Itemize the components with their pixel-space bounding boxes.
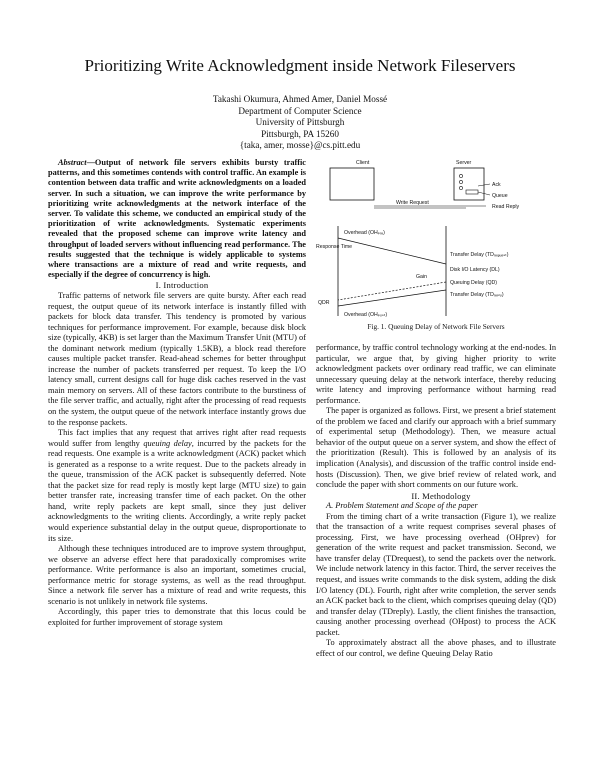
right-column — [316, 343, 556, 659]
author-city: Pittsburgh, PA 15260 — [261, 128, 339, 139]
left-column — [48, 158, 306, 628]
author-univ: University of Pittsburgh — [255, 117, 345, 128]
overhead-pre-label: Overhead (OHₚᵣₑ) — [344, 230, 385, 236]
ack-label: Ack — [492, 182, 501, 188]
subsection-heading: A. Problem Statement and Scope of the paper — [326, 501, 478, 511]
paragraph: Accordingly, this paper tries to demonstrate that this locus could be exploited for further improvement of storage system — [48, 607, 306, 627]
queue-label: Queue — [492, 193, 508, 199]
figure-caption: Fig. 1. Queuing Delay of Network File Servers — [367, 322, 505, 331]
client-label: Client — [356, 160, 370, 166]
abstract-text: —Output of network file servers exhibits bursty traffic patterns, and this sometimes contends with control traffic. An example is contention between data traffic and write acknowledgments on a loaded server. In such a situation, we can improve the write performance by prioritizing write acknowledgments at the network interface of the server. To validate this scheme, we conducted an empirical study of the prioritization of write acknowledgments. Systematic experiments revealed that the proposed scheme can improve write latency and throughput of loaded servers without influencing read performance. The results suggested that the technique is widely applicable to systems where transactions are a mixture of read and write requests, and especially if the degree of concurrency is high. — [48, 158, 306, 280]
read-reply-label: Read Reply — [492, 204, 520, 210]
paper-title: Prioritizing Write Acknowledgment inside Network Fileservers — [84, 56, 516, 75]
write-request-label: Write Request — [396, 200, 429, 206]
author-names: Takashi Okumura, Ahmed Amer, Daniel Mossé — [212, 94, 388, 104]
paragraph: To approximately abstract all the above phases, and to illustrate effect of our control, we define Queuing Delay Ratio — [316, 638, 556, 658]
disk-latency-label: Disk I/O Latency (DL) — [450, 267, 500, 273]
server-box — [454, 168, 484, 200]
reply-arrow — [338, 290, 446, 306]
paragraph: From the timing chart of a write transaction (Figure 1), we realize that the transaction of a write request comprises several phases of processing. First, we have processing overhead (OHprev) for generation of the write request and packet transmission. Second, we have transfer delay (TDrequest), to send the packets over the network. We include network latency in this factor. Third, the server receives the request, and issues write commands to the disk system, adding the disk I/O latency (DL). Fourth, right after write completion, the server sends an ACK packet back to the client, which comprises queuing delay (QD) and transfer delay (TDreply). Lastly, the client finishes the transaction, causing another processing overhead (OHpost) to process the ACK packet. — [316, 511, 556, 637]
server-label: Server — [456, 160, 472, 166]
client-box — [330, 168, 374, 200]
transfer-delay-rep-label: Transfer Delay (TDᵣₑₚₗᵧ) — [450, 292, 504, 298]
paragraph-text: , incurred by the packets for the read requests. One example is a write acknowledgment (ACK) packet which is generated as a response to a write request. Due to the packets already in the queue, transmission of the ACK packet is subsequently deferred. Note that the packet size for read reply is mostly kept large (MTU size) to gain better transfer rate, increasing transfer time of each packet. On the other hand, write reply packets are kept small, since they just deliver acknowledgments to the writing clients. Accordingly, a write reply packet would experience substantial delay in the output queue, disproportionate to its size. — [48, 438, 306, 543]
author-email: {taka, amer, mosse}@cs.pitt.edu — [239, 140, 361, 151]
paragraph: Although these techniques introduced are to improve system throughput, we observe an adverse effect here that paradoxically compromises write performance. Write performance is also an important, sometimes crucial, performance metric for storage systems, as well as the read throughput. Since a network file server has a mixture of read and write requests, this scenario is not unlikely in network file systems. — [48, 544, 306, 606]
paragraph: Traffic patterns of network file servers are quite bursty. After each read request, the output queue of its network interface is instantly filled with packets for block data transfer. This tendency is promoted by various techniques for performance improvement. For example, because disk block size (typically, 4KB) is set larger than the Maximum Transfer Unit (MTU) of the dominant network medium (typically 1.5KB), a block read therefore causes multiple packet transfer. Read-ahead schemes for better throughput increase the number of packets transferred per request. To keep the I/O latency small, current designs call for huge disk caches reserved in the vast main memory on servers. All of these factors contribute to the burstiness of the file server traffic, and actually, right after the processing of read requests on the system, the output queue of the network interface instantly grows due to the response packets. — [48, 290, 306, 427]
gain-label: Gain — [416, 274, 427, 280]
abstract — [48, 158, 306, 280]
request-arrow — [338, 238, 446, 264]
emphasis: queuing delay — [143, 438, 192, 448]
abstract-label: Abstract — [58, 158, 87, 167]
response-time-label: Response Time — [316, 244, 353, 250]
paragraph: performance, by traffic control technology working at the end-nodes. In particular, we argue that, by giving higher priority to write acknowledgment packets over ordinary read traffic, we can eliminate unnecessary queuing delay at the network interface, thereby reducing write latency and improving performance without harming read performance. — [316, 343, 556, 405]
section-heading-method: II. Methodology — [411, 490, 471, 501]
transfer-delay-req-label: Transfer Delay (TDᵣₑᵩᵤₑₛₜ) — [450, 252, 509, 258]
prioritized-reply-arrow — [338, 282, 446, 300]
figure-timing-chart — [316, 156, 556, 326]
queuing-delay-label: Queuing Delay (QD) — [450, 280, 497, 286]
qdr-label: QDR — [318, 300, 330, 306]
overhead-post-label: Overhead (OHₚₒₛₜ) — [344, 312, 388, 318]
paragraph: The paper is organized as follows. First, we present a brief statement of the problem we faced and clarify our approach with a brief summary of experimental setup (Methodology). Then, we measure actual behavior of the output queue on a server system, and show the effect of the prioritization (Result). This is followed by an analysis of its implication (Analysis), and discussion of the traffic control inside end-hosts (Discussion). Then, we give brief review of related work, and conclude the paper with short comments on our future work. — [316, 406, 556, 490]
paragraph-text: This fact implies that any request that arrives right after read requests would suffer from lengthy — [48, 428, 306, 448]
author-dept: Department of Computer Science — [238, 105, 362, 116]
queue-box — [466, 190, 478, 194]
paragraph — [48, 428, 306, 544]
section-heading-intro: I. Introduction — [155, 280, 209, 291]
author-block — [150, 94, 450, 152]
